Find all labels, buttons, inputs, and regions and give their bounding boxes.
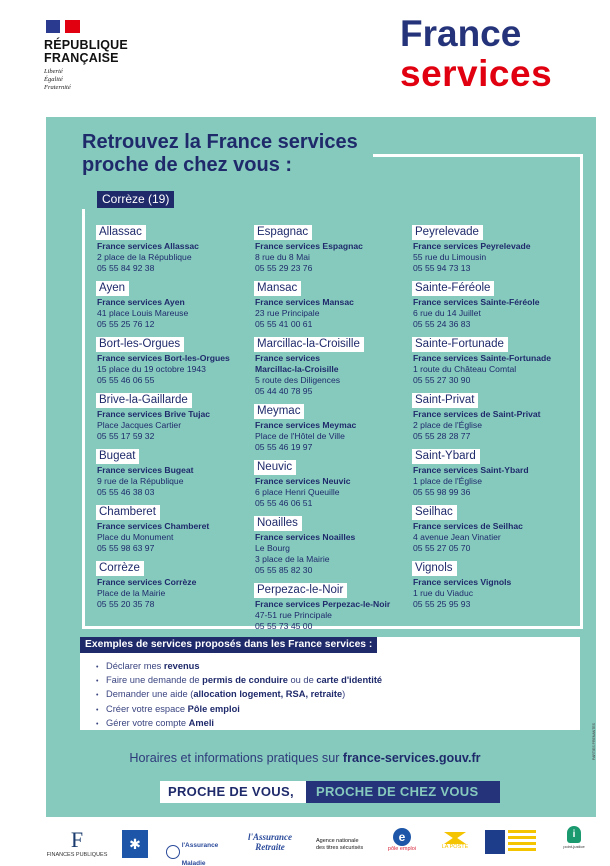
location-entry bbox=[255, 222, 415, 274]
address: 9 rue de la République bbox=[97, 476, 184, 486]
location-entry bbox=[255, 580, 415, 632]
address: 23 rue Principale bbox=[255, 308, 320, 318]
location-entry bbox=[97, 222, 257, 274]
location-entry bbox=[255, 334, 415, 397]
town-label: Noailles bbox=[254, 516, 302, 531]
office-name: France services Brive Tujac bbox=[97, 409, 211, 419]
address: 5 route des Diligences bbox=[255, 375, 341, 385]
column-2 bbox=[255, 222, 415, 636]
location-entry bbox=[97, 558, 257, 610]
rf-name: RÉPUBLIQUE FRANÇAISE bbox=[44, 38, 128, 65]
address: 6 place Henri Queuille bbox=[255, 487, 340, 497]
runner-icon bbox=[166, 845, 180, 859]
france-services-logo: France services bbox=[400, 13, 553, 94]
location-entry bbox=[413, 334, 573, 386]
office-name: France services Perpezac-le-Noir bbox=[255, 599, 391, 609]
office-name: France services Chamberet bbox=[97, 521, 210, 531]
frame-border-right bbox=[580, 154, 583, 629]
town-label: Peyrelevade bbox=[412, 225, 483, 240]
phone: 05 55 25 95 93 bbox=[413, 599, 471, 609]
address: 15 place du 19 octobre 1943 bbox=[97, 364, 206, 374]
address: Place du Monument bbox=[97, 532, 174, 542]
phone: 05 44 40 78 95 bbox=[255, 386, 313, 396]
column-3 bbox=[413, 222, 573, 614]
town-label: Espagnac bbox=[254, 225, 312, 240]
office-name: France services Sainte-Fortunade bbox=[413, 353, 552, 363]
address-2: 3 place de la Mairie bbox=[255, 554, 330, 564]
address: Place Jacques Cartier bbox=[97, 420, 182, 430]
la-poste-logo: LA POSTE bbox=[440, 832, 470, 851]
location-entry bbox=[413, 278, 573, 330]
phone: 05 55 84 92 38 bbox=[97, 263, 155, 273]
phone: 05 55 85 82 30 bbox=[255, 565, 313, 575]
slogan-part2: PROCHE DE CHEZ VOUS bbox=[306, 781, 500, 803]
town-label: Corrèze bbox=[96, 561, 144, 576]
phone: 05 55 27 30 90 bbox=[413, 375, 471, 385]
assurance-maladie-logo: l'Assurance Maladie bbox=[162, 834, 222, 866]
office-name: France services Peyrelevade bbox=[413, 241, 531, 251]
address: 1 rue du Viaduc bbox=[413, 588, 474, 598]
location-entry bbox=[97, 278, 257, 330]
location-entry bbox=[255, 457, 415, 509]
town-label: Bugeat bbox=[96, 449, 139, 464]
address: 2 place de la République bbox=[97, 252, 192, 262]
office-name: France services Saint-Ybard bbox=[413, 465, 529, 475]
side-credit: PARTIES PRENANTES bbox=[592, 722, 596, 760]
address: 41 place Louis Mareuse bbox=[97, 308, 189, 318]
address: Place de l'Hôtel de Ville bbox=[255, 431, 345, 441]
location-entry bbox=[97, 446, 257, 498]
location-entry bbox=[413, 558, 573, 610]
office-name: France services Bugeat bbox=[97, 465, 194, 475]
frame-border-top bbox=[373, 154, 583, 157]
town-label: Perpezac-le-Noir bbox=[254, 583, 347, 598]
phone: 05 55 46 38 03 bbox=[97, 487, 155, 497]
address: 6 rue du 14 Juillet bbox=[413, 308, 481, 318]
town-label: Neuvic bbox=[254, 460, 296, 475]
service-item: • Demander une aide (allocation logement, RSA, retraite) bbox=[96, 688, 382, 702]
office-name: France services Sainte-Féréole bbox=[413, 297, 540, 307]
msa-logo bbox=[482, 830, 538, 854]
phone: 05 55 46 19 97 bbox=[255, 442, 313, 452]
location-entry bbox=[413, 446, 573, 498]
service-item: • Créer votre espace Pôle emploi bbox=[96, 703, 382, 717]
location-entry bbox=[97, 390, 257, 442]
town-label: Saint-Ybard bbox=[412, 449, 480, 464]
town-label: Chamberet bbox=[96, 505, 160, 520]
phone: 05 55 24 36 83 bbox=[413, 319, 471, 329]
office-name: France services Allassac bbox=[97, 241, 199, 251]
info-line: Horaires et informations pratiques sur france-services.gouv.fr bbox=[129, 751, 481, 765]
office-name: France services Ayen bbox=[97, 297, 185, 307]
location-entry bbox=[255, 278, 415, 330]
phone: 05 55 73 45 00 bbox=[255, 621, 313, 631]
address: 4 avenue Jean Vinatier bbox=[413, 532, 501, 542]
phone: 05 55 29 23 76 bbox=[255, 263, 313, 273]
services-list bbox=[96, 660, 382, 731]
office-name: France services de Seilhac bbox=[413, 521, 523, 531]
phone: 05 55 28 28 77 bbox=[413, 431, 471, 441]
republique-francaise-logo bbox=[44, 20, 164, 92]
phone: 05 55 25 76 12 bbox=[97, 319, 155, 329]
location-entry bbox=[413, 222, 573, 274]
column-1 bbox=[97, 222, 257, 614]
page-title: Retrouvez la France services proche de chez vous : bbox=[82, 131, 358, 176]
office-name: France services Mansac bbox=[255, 297, 354, 307]
address: Place de la Mairie bbox=[97, 588, 166, 598]
address: 2 place de l'Église bbox=[413, 420, 483, 430]
office-name: France services Bort-les-Orgues bbox=[97, 353, 230, 363]
address: 1 route du Château Comtal bbox=[413, 364, 517, 374]
slogan-part1: PROCHE DE VOUS, bbox=[160, 781, 306, 803]
rf-motto: Liberté Égalité Fraternité bbox=[44, 68, 71, 91]
office-name: France services Noailles bbox=[255, 532, 356, 542]
town-label: Saint-Privat bbox=[412, 393, 478, 408]
frame-border-left bbox=[82, 209, 85, 629]
service-item: • Gérer votre compte Ameli bbox=[96, 717, 382, 731]
office-name: France services bbox=[255, 353, 320, 363]
phone: 05 55 94 73 13 bbox=[413, 263, 471, 273]
location-entry bbox=[413, 502, 573, 554]
phone: 05 55 17 59 32 bbox=[97, 431, 155, 441]
office-name-cont: Marcillac-la-Croisille bbox=[255, 364, 339, 374]
department-badge: Corrèze (19) bbox=[97, 191, 174, 208]
service-item: • Déclarer mes revenus bbox=[96, 660, 382, 674]
slogan bbox=[160, 781, 500, 803]
phone: 05 55 46 06 55 bbox=[97, 375, 155, 385]
location-entry bbox=[255, 401, 415, 453]
address: 47-51 rue Principale bbox=[255, 610, 332, 620]
address: 55 rue du Limousin bbox=[413, 252, 487, 262]
address: Le Bourg bbox=[255, 543, 290, 553]
town-label: Brive-la-Gaillarde bbox=[96, 393, 192, 408]
website-link[interactable]: france-services.gouv.fr bbox=[342, 751, 481, 765]
caf-logo: ✱ bbox=[122, 830, 148, 858]
pole-emploi-logo: e pôle emploi bbox=[387, 830, 417, 852]
town-label: Ayen bbox=[96, 281, 129, 296]
phone: 05 55 98 99 36 bbox=[413, 487, 471, 497]
office-name: France services Corrèze bbox=[97, 577, 197, 587]
ants-logo: Agence nationale des titres sécurisés bbox=[316, 838, 364, 851]
location-entry bbox=[413, 390, 573, 442]
office-name: France services Espagnac bbox=[255, 241, 363, 251]
office-name: France services Neuvic bbox=[255, 476, 351, 486]
town-label: Marcillac-la-Croisille bbox=[254, 337, 364, 352]
address: 8 rue du 8 Mai bbox=[255, 252, 310, 262]
location-entry bbox=[97, 334, 257, 386]
location-entry bbox=[255, 513, 415, 576]
town-label: Allassac bbox=[96, 225, 146, 240]
marianne-flag-icon bbox=[46, 20, 80, 33]
phone: 05 55 41 00 61 bbox=[255, 319, 313, 329]
town-label: Mansac bbox=[254, 281, 301, 296]
finances-publiques-logo: F FINANCES PUBLIQUES bbox=[46, 827, 108, 858]
assurance-retraite-logo: l'Assurance Retraite bbox=[247, 832, 292, 852]
town-label: Meymac bbox=[254, 404, 304, 419]
point-justice-logo: i point-justice bbox=[556, 826, 592, 850]
office-name: France services de Saint-Privat bbox=[413, 409, 541, 419]
town-label: Vignols bbox=[412, 561, 457, 576]
town-label: Sainte-Féréole bbox=[412, 281, 494, 296]
services-title: Exemples de services proposés dans les France services : bbox=[80, 637, 377, 653]
phone: 05 55 46 06 51 bbox=[255, 498, 313, 508]
town-label: Seilhac bbox=[412, 505, 457, 520]
office-name: France services Vignols bbox=[413, 577, 512, 587]
office-name: France services Meymac bbox=[255, 420, 357, 430]
location-entry bbox=[97, 502, 257, 554]
town-label: Sainte-Fortunade bbox=[412, 337, 508, 352]
service-item: • Faire une demande de permis de conduire ou de carte d'identité bbox=[96, 674, 382, 688]
phone: 05 55 98 63 97 bbox=[97, 543, 155, 553]
address: 1 place de l'Église bbox=[413, 476, 483, 486]
town-label: Bort-les-Orgues bbox=[96, 337, 184, 352]
phone: 05 55 20 35 78 bbox=[97, 599, 155, 609]
partner-logos bbox=[0, 826, 610, 866]
phone: 05 55 27 05 70 bbox=[413, 543, 471, 553]
